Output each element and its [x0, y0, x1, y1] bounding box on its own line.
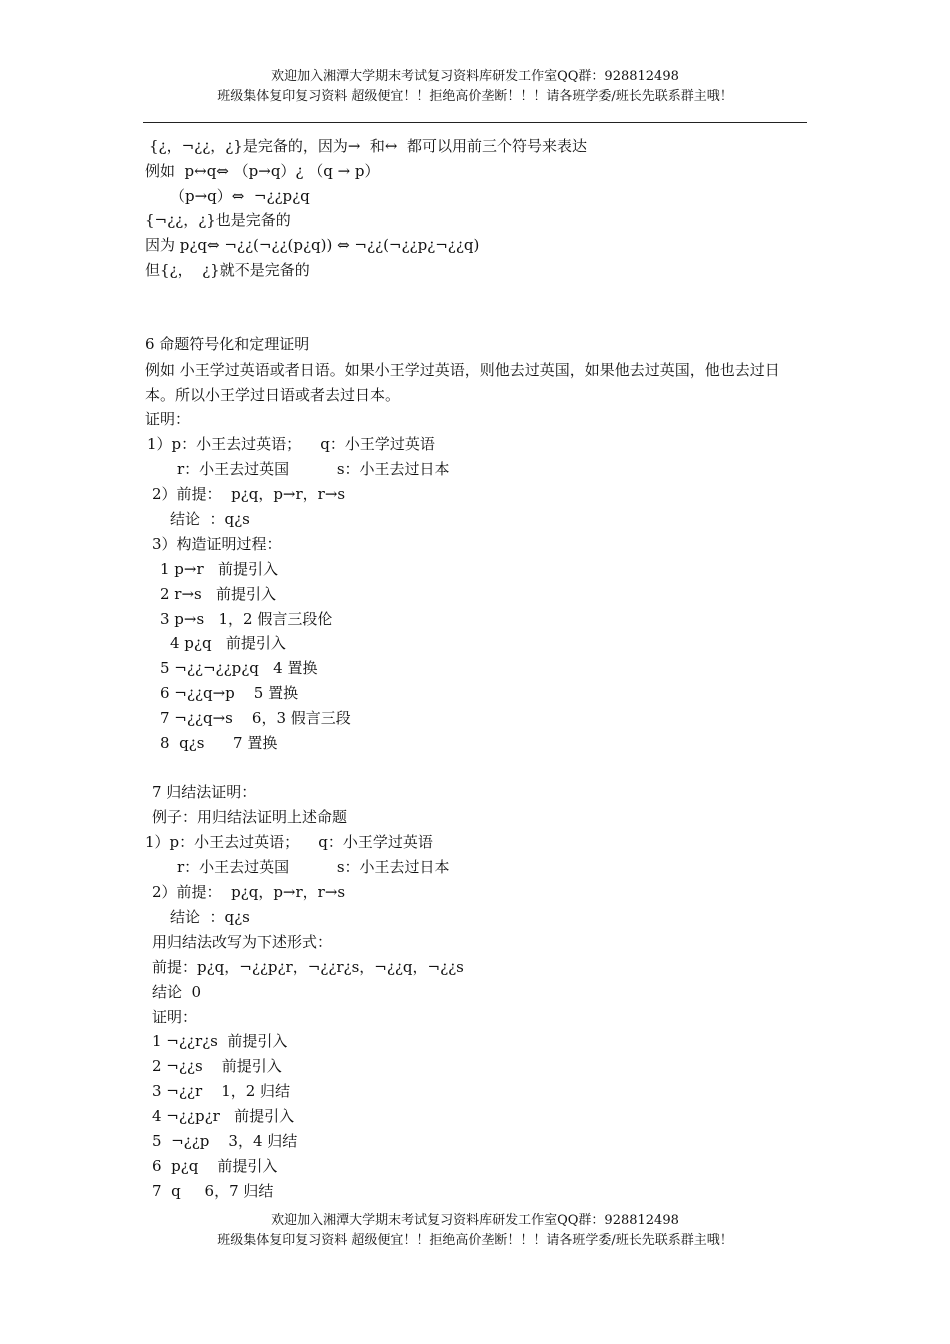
text-line: 1 ¬¿¿r¿s 前提引入 — [152, 1032, 288, 1050]
text-line: 5 ¬¿¿¬¿¿p¿q 4 置换 — [160, 659, 318, 677]
example-paragraph: 例如 小王学过英语或者日语。如果小王学过英语，则他去过英国，如果他去过英国，他也去过日本。所以小王学过日语或者去过日本。 — [145, 361, 780, 404]
text-line: 6 ¬¿¿q→p 5 置换 — [160, 684, 299, 702]
text-line: 证明： — [145, 410, 191, 428]
text-line: 2）前提： p¿q，p→r，r→s — [152, 485, 346, 503]
text-line: 例子：用归结法证明上述命题 — [152, 808, 348, 826]
text-line: 证明： — [152, 1008, 198, 1026]
header-line-1: 欢迎加入湘潭大学期末考试复习资料库研发工作室QQ群：928812498 — [271, 69, 679, 84]
text-line: 2 r→s 前提引入 — [160, 585, 277, 603]
text-line: {¬¿¿，¿}也是完备的 — [145, 211, 291, 229]
text-line: 6 p¿q 前提引入 — [152, 1157, 278, 1175]
text-line: 2 ¬¿¿s 前提引入 — [152, 1057, 282, 1075]
footer-line-2: 班级集体复印复习资料 超级便宜！！拒绝高价垄断！！！请各班学委/班长先联系群主哦！ — [217, 1233, 733, 1248]
text-line: 例如 p↔q⇔ （p→q）¿ （q → p） — [145, 162, 380, 180]
text-line: 7 ¬¿¿q→s 6，3 假言三段 — [160, 709, 351, 727]
text-line: 因为 p¿q⇔ ¬¿¿(¬¿¿(p¿q)) ⇔ ¬¿¿(¬¿¿p¿¬¿¿q) — [145, 236, 480, 254]
text-line: 3 p→s 1，2 假言三段伦 — [160, 610, 333, 628]
text-line: 4 p¿q 前提引入 — [170, 634, 286, 652]
text-line: 结论 ：q¿s — [170, 510, 250, 528]
text-line: {¿，¬¿¿，¿}是完备的，因为→ 和↔ 都可以用前三个符号来表达 — [149, 137, 588, 155]
text-line: 结论 ：q¿s — [170, 908, 250, 926]
text-line: 前提：p¿q，¬¿¿p¿r，¬¿¿r¿s，¬¿¿q，¬¿¿s — [152, 958, 464, 976]
page-footer — [0, 1211, 950, 1251]
text-line: 结论 0 — [152, 983, 202, 1001]
text-line: 6 命题符号化和定理证明 — [145, 335, 310, 353]
text-line: 2）前提： p¿q，p→r，r→s — [152, 883, 346, 901]
text-line: 4 ¬¿¿p¿r 前提引入 — [152, 1107, 295, 1125]
text-line: 7 归结法证明： — [152, 783, 257, 801]
header-line-2: 班级集体复印复习资料 超级便宜！！拒绝高价垄断！！！请各班学委/班长先联系群主哦！ — [217, 89, 733, 104]
text-line: 3 ¬¿¿r 1，2 归结 — [152, 1082, 291, 1100]
text-line: 1 p→r 前提引入 — [160, 560, 278, 578]
text-line: 7 q 6，7 归结 — [152, 1182, 274, 1200]
text-line: 1）p：小王去过英语； q：小王学过英语 — [145, 833, 433, 851]
text-line: （p→q）⇔ ¬¿¿p¿q — [170, 187, 310, 205]
text-line: 3）构造证明过程： — [152, 535, 282, 553]
text-line: 1）p：小王去过英语； q：小王学过英语 — [147, 435, 435, 453]
text-line: 用归结法改写为下述形式： — [152, 933, 333, 951]
text-line: 但{¿， ¿}就不是完备的 — [145, 261, 310, 279]
text-line: 8 q¿s 7 置换 — [160, 734, 278, 752]
text-line: 5 ¬¿¿p 3，4 归结 — [152, 1132, 298, 1150]
text-line: r：小王去过英国 s：小王去过日本 — [177, 858, 450, 876]
footer-line-1: 欢迎加入湘潭大学期末考试复习资料库研发工作室QQ群：928812498 — [271, 1213, 679, 1228]
text-line: r：小王去过英国 s：小王去过日本 — [177, 460, 450, 478]
